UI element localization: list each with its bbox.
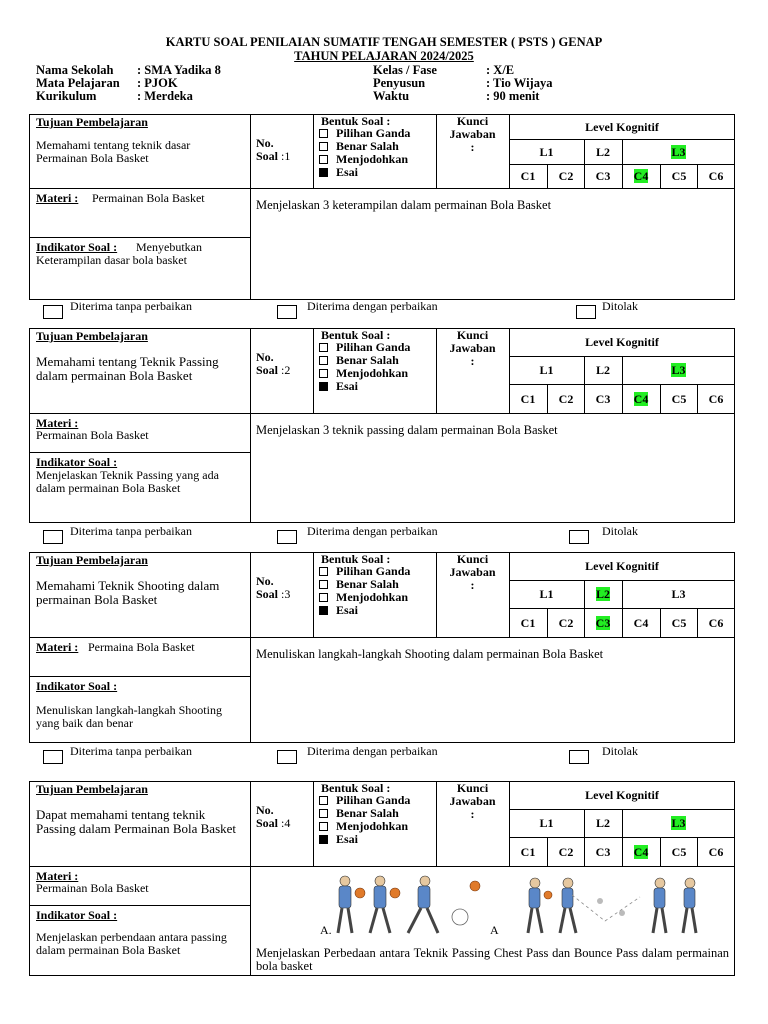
checkbox[interactable] (319, 580, 328, 589)
cognitive-c2 (547, 846, 585, 859)
no-label: No. (256, 803, 274, 817)
question-number: :3 (281, 587, 291, 601)
kunci-label: Kunci (456, 552, 489, 566)
level-l3-label: L3 (671, 145, 686, 159)
class-value: : X/E (486, 63, 515, 77)
cognitive-c4-label: C4 (633, 616, 649, 630)
level-l2-label: L2 (595, 145, 610, 159)
cognitive-c4 (622, 846, 660, 859)
level-l3-label: L3 (671, 587, 686, 601)
level-l1-label: L1 (539, 363, 554, 377)
soal-label: Soal (256, 587, 279, 601)
reject-label: Ditolak (602, 299, 638, 313)
jawaban-label: Jawaban (449, 127, 496, 141)
materi-text: Permainan Bola Basket (36, 428, 149, 442)
no-label: No. (256, 574, 274, 588)
cognitive-c1-label: C1 (520, 845, 536, 859)
kunci-label: Kunci (456, 328, 489, 342)
accept-with-revision-label: Diterima dengan perbaikan (307, 744, 438, 758)
cognitive-c6-label: C6 (708, 845, 724, 859)
image-label-a: A. (320, 923, 332, 937)
level-l3 (622, 588, 735, 601)
question-number: :1 (281, 149, 291, 163)
checkbox-checked[interactable] (319, 168, 328, 177)
cognitive-c2-label: C2 (558, 169, 574, 183)
cognitive-c5-label: C5 (671, 845, 687, 859)
checkbox[interactable] (319, 343, 328, 352)
time-label: Waktu (373, 89, 410, 103)
indikator-text: Menyebutkan Keterampilan dasar bola basket (36, 240, 202, 267)
materi-text: Permainan Bola Basket (92, 191, 205, 205)
cognitive-c4 (622, 617, 660, 630)
accept-with-revision-checkbox[interactable] (277, 530, 297, 544)
question-number: :2 (281, 363, 291, 377)
accept-with-revision-label: Diterima dengan perbaikan (307, 524, 438, 538)
materi-label: Materi : (36, 191, 79, 205)
checkbox[interactable] (319, 809, 328, 818)
cognitive-c3 (584, 617, 622, 630)
soal-label: Soal (256, 816, 279, 830)
level-l1 (509, 146, 584, 159)
cognitive-c5 (660, 617, 698, 630)
reject-checkbox[interactable] (569, 530, 589, 544)
cognitive-c5 (660, 170, 698, 183)
cognitive-c4 (622, 170, 660, 183)
option-2: Benar Salah (336, 139, 399, 153)
cognitive-c6-label: C6 (708, 616, 724, 630)
level-l1-label: L1 (539, 587, 554, 601)
level-l2 (584, 817, 622, 830)
question-number: :4 (281, 816, 291, 830)
option-1: Pilihan Ganda (336, 340, 411, 354)
document-title: KARTU SOAL PENILAIAN SUMATIF TENGAH SEMESTER ( PSTS ) GENAP (165, 35, 603, 49)
option-2: Benar Salah (336, 806, 399, 820)
cognitive-c3-label: C3 (595, 616, 611, 630)
level-kognitif-label: Level Kognitif (585, 559, 659, 573)
kunci-colon: : (470, 354, 475, 368)
tujuan-label: Tujuan Pembelajaran (36, 782, 148, 796)
cognitive-c6 (697, 170, 735, 183)
cognitive-c6 (697, 846, 735, 859)
materi-text: Permaina Bola Basket (88, 640, 195, 654)
indikator-text: Menuliskan langkah-langkah Shooting yang baik dan benar (36, 703, 222, 730)
reject-checkbox[interactable] (569, 750, 589, 764)
cognitive-c3-label: C3 (595, 845, 611, 859)
cognitive-c1 (509, 617, 547, 630)
cognitive-c1-label: C1 (520, 616, 536, 630)
question-text: Menuliskan langkah-langkah Shooting dalam permainan Bola Basket (256, 647, 604, 661)
materi-text: Permainan Bola Basket (36, 881, 149, 895)
indikator-label: Indikator Soal : (36, 679, 118, 693)
passing-illustration (310, 871, 710, 941)
kunci-colon: : (470, 140, 475, 154)
accept-without-revision-label: Diterima tanpa perbaikan (70, 299, 192, 313)
cognitive-c2-label: C2 (558, 616, 574, 630)
reject-label: Ditolak (602, 524, 638, 538)
level-l1-label: L1 (539, 145, 554, 159)
tujuan-label: Tujuan Pembelajaran (36, 115, 148, 129)
jawaban-label: Jawaban (449, 794, 496, 808)
checkbox-checked[interactable] (319, 835, 328, 844)
checkbox[interactable] (319, 796, 328, 805)
option-4: Esai (336, 603, 359, 617)
indikator-label: Indikator Soal : (36, 455, 118, 469)
level-l2-label: L2 (595, 816, 610, 830)
cognitive-c2 (547, 393, 585, 406)
tujuan-text: Memahami tentang Teknik Passing dalam permainan Bola Basket (36, 354, 219, 383)
indikator-label: Indikator Soal : (36, 240, 118, 254)
cognitive-c5-label: C5 (671, 392, 687, 406)
cognitive-c4-label: C4 (633, 392, 649, 406)
indikator-text: Menjelaskan perbendaan antara passing dalam permainan Bola Basket (36, 930, 227, 957)
subject-label: Mata Pelajaran (36, 76, 120, 90)
cognitive-c4 (622, 393, 660, 406)
cognitive-c6 (697, 617, 735, 630)
accept-without-revision-label: Diterima tanpa perbaikan (70, 524, 192, 538)
level-l2-label: L2 (595, 363, 610, 377)
jawaban-label: Jawaban (449, 341, 496, 355)
school-label: Nama Sekolah (36, 63, 114, 77)
tujuan-text: Dapat memahami tentang teknik Passing dalam Permainan Bola Basket (36, 807, 237, 836)
kunci-colon: : (470, 578, 475, 592)
time-value: : 90 menit (486, 89, 540, 103)
level-l1 (509, 364, 584, 377)
option-1: Pilihan Ganda (336, 126, 411, 140)
level-kognitif-label: Level Kognitif (585, 788, 659, 802)
cognitive-c3-label: C3 (595, 392, 611, 406)
accept-with-revision-checkbox[interactable] (277, 305, 297, 319)
cognitive-c5-label: C5 (671, 616, 687, 630)
tujuan-text: Memahami tentang teknik dasar Permainan Bola Basket (36, 138, 191, 165)
kunci-colon: : (470, 807, 475, 821)
checkbox[interactable] (319, 822, 328, 831)
cognitive-c2-label: C2 (558, 845, 574, 859)
cognitive-c3 (584, 170, 622, 183)
option-3: Menjodohkan (336, 366, 409, 380)
question-text: Menjelaskan Perbedaan antara Teknik Passing Chest Pass dan Bounce Pass dalam permainan bola basket (256, 946, 729, 973)
level-kognitif-label: Level Kognitif (585, 120, 659, 134)
academic-year: TAHUN PELAJARAN 2024/2025 (294, 49, 474, 63)
cognitive-c2-label: C2 (558, 392, 574, 406)
level-l2 (584, 588, 622, 601)
author-value: : Tio Wijaya (486, 76, 553, 90)
class-label: Kelas / Fase (373, 63, 437, 77)
cognitive-c1-label: C1 (520, 392, 536, 406)
level-l3-label: L3 (671, 816, 686, 830)
reject-label: Ditolak (602, 744, 638, 758)
kunci-label: Kunci (456, 114, 489, 128)
cognitive-c5 (660, 846, 698, 859)
level-kognitif-label: Level Kognitif (585, 335, 659, 349)
bentuk-label: Bentuk Soal : (321, 552, 391, 566)
accept-without-revision-checkbox[interactable] (43, 305, 63, 319)
question-text: Menjelaskan 3 teknik passing dalam permainan Bola Basket (256, 423, 558, 437)
checkbox[interactable] (319, 356, 328, 365)
checkbox[interactable] (319, 567, 328, 576)
level-l3 (622, 364, 735, 377)
cognitive-c3 (584, 846, 622, 859)
checkbox[interactable] (319, 155, 328, 164)
accept-without-revision-checkbox[interactable] (43, 750, 63, 764)
cognitive-c5 (660, 393, 698, 406)
no-label: No. (256, 136, 274, 150)
reject-checkbox[interactable] (576, 305, 596, 319)
author-label: Penyusun (373, 76, 426, 90)
checkbox[interactable] (319, 369, 328, 378)
level-l1 (509, 817, 584, 830)
cognitive-c4-label: C4 (633, 845, 649, 859)
bentuk-label: Bentuk Soal : (321, 781, 391, 795)
materi-label: Materi : (36, 416, 79, 430)
question-text: Menjelaskan 3 keterampilan dalam permainan Bola Basket (256, 198, 552, 212)
option-4: Esai (336, 379, 359, 393)
option-3: Menjodohkan (336, 819, 409, 833)
bentuk-label: Bentuk Soal : (321, 328, 391, 342)
cognitive-c2 (547, 617, 585, 630)
checkbox[interactable] (319, 593, 328, 602)
basketball-players-image (310, 871, 710, 941)
level-l1-label: L1 (539, 816, 554, 830)
materi-line (36, 641, 78, 654)
option-2: Benar Salah (336, 353, 399, 367)
soal-label: Soal (256, 149, 279, 163)
cognitive-c2 (547, 170, 585, 183)
level-l2-label: L2 (595, 587, 610, 601)
tujuan-label: Tujuan Pembelajaran (36, 553, 148, 567)
soal-label: Soal (256, 363, 279, 377)
tujuan-text: Memahami Teknik Shooting dalam permainan Bola Basket (36, 578, 220, 607)
option-4: Esai (336, 832, 359, 846)
cognitive-c5-label: C5 (671, 169, 687, 183)
image-label-b: A (490, 923, 499, 937)
cognitive-c6 (697, 393, 735, 406)
indikator-text: Menjelaskan Teknik Passing yang ada dalam permainan Bola Basket (36, 468, 219, 495)
curriculum-label: Kurikulum (36, 89, 97, 103)
jawaban-label: Jawaban (449, 565, 496, 579)
accept-with-revision-label: Diterima dengan perbaikan (307, 299, 438, 313)
curriculum-value: : Merdeka (137, 89, 193, 103)
cognitive-c6-label: C6 (708, 392, 724, 406)
accept-with-revision-checkbox[interactable] (277, 750, 297, 764)
kunci-label: Kunci (456, 781, 489, 795)
cognitive-c3-label: C3 (595, 169, 611, 183)
school-value: : SMA Yadika 8 (137, 63, 221, 77)
option-1: Pilihan Ganda (336, 793, 411, 807)
level-l2 (584, 364, 622, 377)
cognitive-c4-label: C4 (633, 169, 649, 183)
accept-without-revision-label: Diterima tanpa perbaikan (70, 744, 192, 758)
cognitive-c1-label: C1 (520, 169, 536, 183)
checkbox[interactable] (319, 129, 328, 138)
option-4: Esai (336, 165, 359, 179)
no-label: No. (256, 350, 274, 364)
materi-label: Materi : (36, 869, 79, 883)
materi-label: Materi : (36, 640, 79, 654)
level-l2 (584, 146, 622, 159)
option-3: Menjodohkan (336, 590, 409, 604)
checkbox-checked[interactable] (319, 606, 328, 615)
bentuk-label: Bentuk Soal : (321, 114, 391, 128)
option-3: Menjodohkan (336, 152, 409, 166)
level-l3 (622, 146, 735, 159)
subject-value: : PJOK (137, 76, 178, 90)
cognitive-c6-label: C6 (708, 169, 724, 183)
materi-line (36, 192, 78, 205)
cognitive-c1 (509, 170, 547, 183)
tujuan-label: Tujuan Pembelajaran (36, 329, 148, 343)
accept-without-revision-checkbox[interactable] (43, 530, 63, 544)
option-2: Benar Salah (336, 577, 399, 591)
level-l3-label: L3 (671, 363, 686, 377)
option-1: Pilihan Ganda (336, 564, 411, 578)
level-l3 (622, 817, 735, 830)
checkbox-checked[interactable] (319, 382, 328, 391)
cognitive-c1 (509, 846, 547, 859)
indikator-label: Indikator Soal : (36, 908, 118, 922)
cognitive-c1 (509, 393, 547, 406)
level-l1 (509, 588, 584, 601)
checkbox[interactable] (319, 142, 328, 151)
cognitive-c3 (584, 393, 622, 406)
